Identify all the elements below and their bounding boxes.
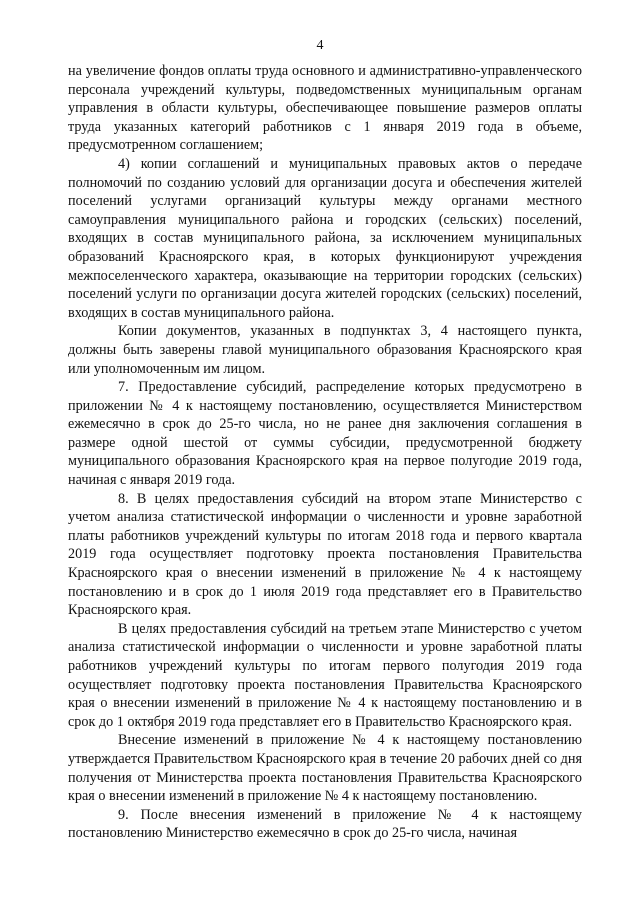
paragraph-copies-certification: Копии документов, указанных в подпунктах 3, 4 настоящего пункта, должны быть заверены главой муниципального образования Красноярского края или уполномоченным им лицом. [68,323,582,377]
paragraph-clause-9: 9. После внесения изменений в приложение № 4 к настоящему постановлению Министерство ежемесячно в срок до 25-го числа, начиная [68,806,582,842]
page-number: 4 [316,38,324,53]
paragraph-third-stage: В целях предоставления субсидий на третьем этапе Министерство с учетом анализа статистической информации о численности и уровне заработной платы работников учреждений культуры по итогам первого полугодия 2019 года осуществляет подготовку проекта постановления Правительства Красноярского края о внесении изменений в приложение № 4 к настоящему постановлению и в срок до 1 октября 2019 года представляет его в Правительство Красноярского края. [68,620,582,730]
paragraph-clause-7: 7. Предоставление субсидий, распределение которых предусмотрено в приложении № 4 к настоящему постановлению, осуществляется Министерством ежемесячно в срок до 25-го числа, но не ранее дня заключения соглашения в размере одной шестой от суммы субсидии, предусмотренной бюджету муниципального образования Красноярского края на первое полугодие 2019 года, начиная с января 2019 года. [68,379,582,489]
paragraph-clause-8: 8. В целях предоставления субсидий на втором этапе Министерство с учетом анализа статистической информации о численности и уровне заработной платы работников учреждений культуры по итогам 2018 года и первого квартала 2019 года осуществляет подготовку проекта постановления Правительства Красноярского края о внесении изменений в приложение № 4 к настоящему постановлению и в срок до 1 июля 2019 года представляет его в Правительство Красноярского края. [68,490,582,619]
paragraph-amendments-approval: Внесение изменений в приложение № 4 к настоящему постановлению утверждается Правительством Красноярского края в течение 20 рабочих дней со дня получения от Министерства проекта постановления Правительства Красноярского края о внесении изменений в приложение № 4 к настоящему постановлению. [68,732,582,805]
document-body [68,62,582,843]
paragraph-item-4: 4) копии соглашений и муниципальных правовых актов о передаче полномочий по созданию условий для организации досуга и обеспечения жителей поселений услугами организаций культуры между органами местного самоуправления муниципального района и городских (сельских) поселений, входящих в состав муниципального района, за исключением муниципальных образований Красноярского края, в которых функционируют учреждения межпоселенческого характера, оказывающие на территории городских (сельских) поселений услуги по организации досуга жителей городских (сельских) поселений, входящих в состав муниципального района. [68,155,582,321]
paragraph-continuation: на увеличение фондов оплаты труда основного и административно-управленческого персонала учреждений культуры, подведомственных муниципальным органам управления в области культуры, обеспечивающее повышение размеров оплаты труда указанных категорий работников с 1 января 2019 года в объеме, предусмотренном соглашением; [68,63,582,154]
